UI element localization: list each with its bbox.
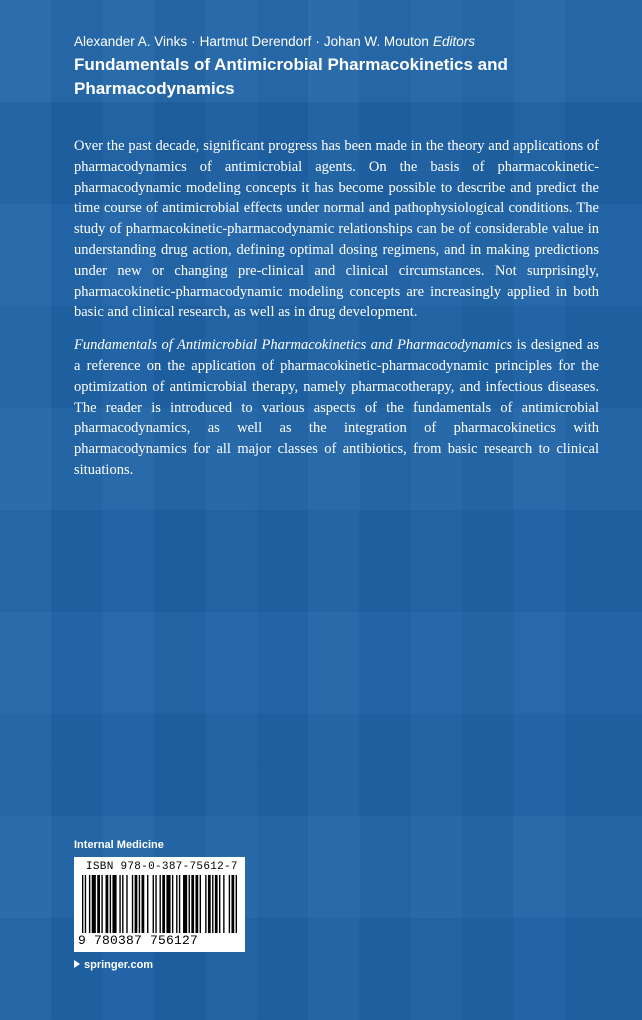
barcode-bar [132, 875, 133, 933]
barcode-bar [106, 875, 109, 933]
barcode-digits: 9 780387 756127 [78, 933, 199, 948]
barcode-bar [195, 875, 198, 933]
barcode-bar [97, 875, 100, 933]
book-title [74, 53, 594, 101]
description-paragraph-1: Over the past decade, significant progress has been made in the theory and applications of pharmacodynamics of antimicrobial agents. On the basis of pharmacokinetic-pharmacodynamic modeling concepts it has become possible to describe and predict the time course of antimicrobial effects under normal and pathophysiological conditions. The study of pharmacokinetic-pharmacodynamic relationships can be of considerable value in understanding drug action, defining optimal dosing regimens, and in making predictions under new or changing pre-clinical and clinical circumstances. Not surprisingly, pharmacokinetic-pharmacodynamic modeling concepts are increasingly applied in both basic and clinical research, as well as in drug development. [74, 138, 599, 321]
barcode-bar [223, 875, 224, 933]
barcode-bar [205, 875, 206, 933]
barcode-bar [212, 875, 213, 933]
isbn-barcode-box [74, 857, 245, 952]
series-label: Internal Medicine [74, 839, 164, 851]
barcode-bar [119, 875, 120, 933]
barcode-bar [172, 875, 173, 933]
description-paragraph-2 [74, 335, 599, 481]
barcode-bar [122, 875, 123, 933]
barcode-bar [219, 875, 220, 933]
barcode-bar [112, 875, 116, 933]
barcode-bar [176, 875, 177, 933]
editor-name-1: Alexander A. Vinks [74, 34, 188, 49]
barcode-bar [126, 875, 127, 933]
editor-separator: · [191, 34, 196, 49]
editors-line [74, 33, 594, 51]
book-title-line-2: Pharmacodynamics [74, 79, 235, 98]
barcode-bar [229, 875, 230, 933]
barcode-bar [85, 875, 86, 933]
book-description [74, 136, 599, 493]
publisher-link[interactable] [74, 958, 153, 972]
barcode-bar [110, 875, 111, 933]
description-paragraph-2-text: is designed as a reference on the application of pharmacokinetic-pharmacodynamic principles for the optimization of antimicrobial therapy, namely pharmacotherapy, and infectious diseases. The reader is introduced to various aspects of the fundamentals of antimicrobial pharmacodynamics, as well as the integration of pharmacokinetics with pharmacodynamics for all major classes of antibiotics, from basic research to clinical situations. [74, 337, 599, 478]
editors-role: Editors [432, 34, 475, 49]
barcode-bar [183, 875, 187, 933]
barcode-bar [191, 875, 194, 933]
barcode-bar [179, 875, 180, 933]
barcode-bar [208, 875, 211, 933]
editor-name-3: Johan W. Mouton [323, 34, 429, 49]
barcode-bar [147, 875, 148, 933]
arrow-right-icon [74, 960, 80, 968]
publisher-url: springer.com [84, 959, 154, 971]
barcode-bar [166, 875, 170, 933]
barcode-bar [162, 875, 165, 933]
barcode-bar [155, 875, 156, 933]
barcode-bar [215, 875, 218, 933]
barcode-bar [236, 875, 237, 933]
editor-separator: · [315, 34, 320, 49]
barcode-bar [160, 875, 161, 933]
barcode-bar [231, 875, 234, 933]
barcode-bar [101, 875, 102, 933]
barcode-bar [135, 875, 138, 933]
isbn-label: ISBN 978-0-387-75612-7 [86, 861, 238, 873]
barcode-icon [82, 875, 237, 933]
barcode-bar [89, 875, 90, 933]
barcode-bar [153, 875, 154, 933]
barcode-bar [189, 875, 190, 933]
barcode-bar [92, 875, 96, 933]
barcode-bar [139, 875, 140, 933]
barcode-bar [142, 875, 145, 933]
editor-name-2: Hartmut Derendorf [199, 34, 312, 49]
book-title-line-1: Fundamentals of Antimicrobial Pharmacokinetics and [74, 55, 508, 74]
description-title-reference: Fundamentals of Antimicrobial Pharmacokinetics and Pharmacodynamics [74, 337, 513, 354]
barcode-bar [200, 875, 201, 933]
barcode-bar [82, 875, 83, 933]
